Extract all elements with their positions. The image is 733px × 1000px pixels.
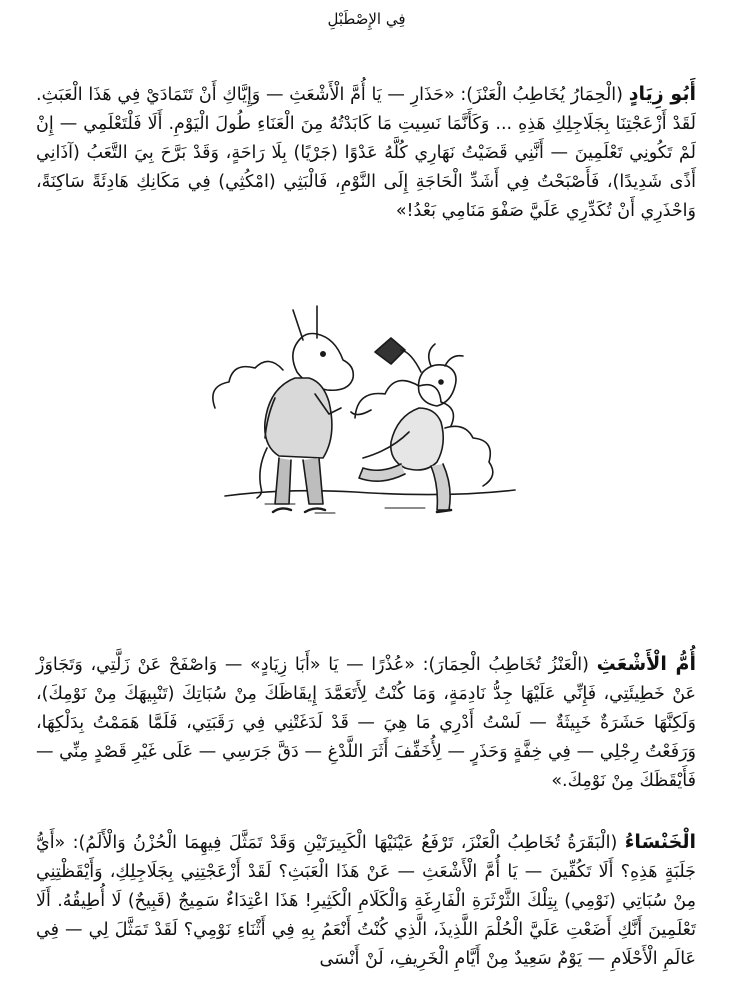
paragraph-text: (الْعَنْزُ تُخَاطِبُ الْحِمَارَ): «عُذْرًا — يَا «أَبَا زِيَادٍ» — وَاصْفَحْ عَنْ زَلَّتِي، وَتَجَاوَزْ عَنْ خَطِيئَتِي، فَإِنِّي عَلَيْهَا جِدُّ نَادِمَةٍ، وَمَا كُنْتُ لِأَتَعَمَّدَ إِيقَاظَكَ مِنْ سُبَاتِكَ (تَنْبِيهَكَ مِنْ نَوْمِكَ)، وَلَكِنَّهَا حَشَرَةٌ خَبِيثَةٌ — لَسْتُ أَدْرِي مَا هِيَ — قَدْ لَدَغَتْنِي فِي رَقَبَتِي، فَلَمَّا هَمَمْتُ بِدَلْكِهَا، وَرَفَعْتُ رِجْلِي — فِي خِفَّةٍ وَحَذَرٍ — لِأُخَفِّفَ أَثَرَ اللَّدْغِ — دَقَّ جَرَسِي — عَلَى غَيْرِ قَصْدٍ مِنِّي — فَأَيْقَظَكَ مِنْ نَوْمِكَ.»: [36, 654, 696, 791]
running-title: فِي الإِصْطَبْلِ: [327, 10, 406, 28]
speaker-name: أَبُو زِيَادٍ: [628, 82, 696, 105]
donkey-and-goat-illustration-icon: [205, 298, 525, 530]
paragraph-abu-ziyad: [36, 80, 696, 226]
paragraph-umm-al-ashath: [36, 650, 696, 796]
paragraph-text: (الْحِمَارُ يُخَاطِبُ الْعَنْزَ): «حَذَارِ — يَا أُمَّ الْأَشْعَثِ — وَإِيَّاكِ أَنْ تَتَمَادَيْ فِي هَذَا الْعَبَثِ. لَقَدْ أَزْعَجْتِنَا بِجَلَاجِلِكِ هَذِهِ ... وَكَأَنَّمَا نَسِيتِ مَا كَابَدْتُهُ مِنَ الْعَنَاءِ طُولَ الْيَوْمِ. أَلَا فَلْتَعْلَمِي — إِنْ لَمْ تَكُونِي تَعْلَمِينَ — أَنَّنِي قَضَيْتُ نَهَارِي كُلَّهُ عَدْوًا (جَرْيًا) بِلَا رَاحَةٍ، وَقَدْ بَرَّحَ بِيَ التَّعَبُ (آذَانِي أَذًى شَدِيدًا)، فَأَصْبَحْتُ فِي أَشَدِّ الْحَاجَةِ إِلَى النَّوْمِ، فَالْبَثِي (امْكُثِي) فِي مَكَانِكِ هَادِئَةً سَاكِنَةً، وَاحْذَرِي أَنْ تُكَدِّرِي عَلَيَّ صَفْوَ مَنَامِي بَعْدُ!»: [36, 84, 696, 221]
paragraph-text: (الْبَقَرَةُ تُخَاطِبُ الْعَنْزَ، تَرْفَعُ عَيْنَيْهَا الْكَبِيرَتَيْنِ وَقَدْ تَمَثَّلَ فِيهِمَا الْحُزْنُ وَالْأَلَمُ): «أَيُّ جَلَبَةٍ هَذِهِ؟ أَلَا تَكُفِّينَ — يَا أُمَّ الْأَشْعَثِ — عَنْ هَذَا الْعَبَثِ؟ لَقَدْ أَزْعَجْتِنِي بِجَلَاجِلِكِ، وَأَيْقَظْتِنِي مِنْ سُبَاتِي (نَوْمِي) بِتِلْكَ الثَّرْثَرَةِ الْفَارِغَةِ وَالْكَلَامِ الْكَثِيرِ! هَذَا اعْتِدَاءٌ سَمِيجٌ (قَبِيحٌ) لَا أُطِيقُهُ. أَلَا تَعْلَمِينَ أَنَّكِ أَضَعْتِ عَلَيَّ الْحُلْمَ اللَّذِيذَ، الَّذِي كُنْتُ أَنْعَمُ بِهِ فِي أَثْنَاءِ نَوْمِي؟ لَقَدْ تَمَثَّلَ لِي — فِي عَالَمِ الْأَحْلَامِ — يَوْمٌ سَعِيدٌ مِنْ أَيَّامِ الْخَرِيفِ، لَنْ أَنْسَى: [36, 832, 696, 969]
paragraph-al-khansa: [36, 828, 696, 974]
speaker-name: الْخَنْسَاءُ: [624, 830, 696, 853]
speaker-name: أُمُّ الْأَشْعَثِ: [596, 652, 696, 675]
